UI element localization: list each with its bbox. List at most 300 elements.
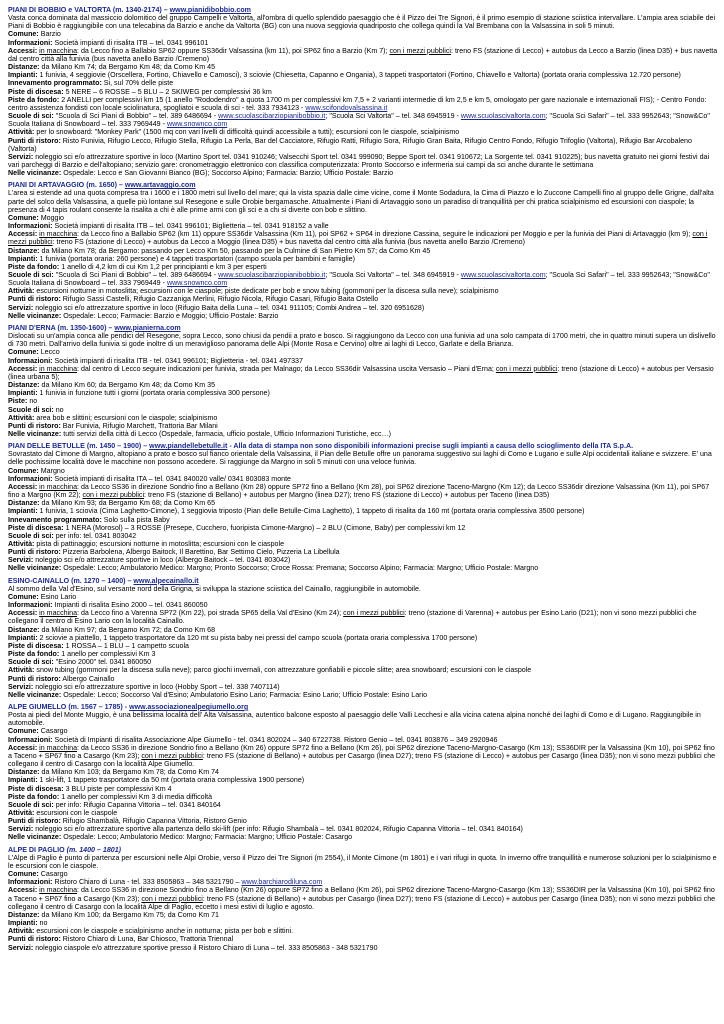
label: Informazioni:	[8, 356, 53, 365]
label: Servizi:	[8, 825, 34, 834]
label: Servizi:	[8, 682, 34, 691]
row-impianti	[8, 71, 718, 79]
value: Società di Impianti di risalita Associazione Alpe Giumello - tel. 0341 802024 – 340 6722738. Ristoro Genio – tel. 0341 803876 – 349 2920946	[54, 735, 498, 744]
section-altitude: (m. 1350-1600)	[57, 323, 107, 332]
row-piste	[8, 397, 718, 405]
section-piani-di-artavaggio	[8, 181, 718, 320]
value: da Milano Km 103; da Bergamo Km 78; da Como Km 74	[41, 768, 219, 777]
school-link[interactable]: www.scuolascivaltorta.com	[460, 112, 546, 121]
row-attivita	[8, 287, 718, 295]
label: Comune:	[8, 870, 39, 879]
value: per info: Rifugio Capanna Vittoria – tel. 0341 840164	[55, 800, 221, 809]
row-accessi: Accessi: in macchina: da Lecco fino a Varenna SP72 (Km 22), poi strada SP65 della Val d'Esino (Km 24); con i mezzi pubblici: treno (stazione di Varenna) + autobus per Esino Lario (D21); non vi sono mezzi pubblici che collegano il centro di Esino Lario con la località Cainallo.	[8, 609, 697, 626]
section-title	[8, 181, 718, 189]
label: Scuole di sci:	[8, 405, 54, 414]
value: Casargo	[40, 727, 68, 736]
value: noleggio sci e/o attrezzature sportive in loco (Martino Sport tel. 0341 910246; Valsecchi Sport tel. 0341 999090; Beppe Sport tel. 0341 910672; La Sorgente tel. 0341 910225); bus navetta gratuito nei giorni festivi dai vari parcheggi di Barzio e dell'altopiano; servizio gare: cronometraggio elettronico con classifica computerizzata: Pronto Soccorso e infermeria sui campi da sci anche durante le settimana	[8, 152, 710, 169]
value: : treno FS (stazione di Bellano) + autobus per Casargo (linea D27); treno FS (stazione di Lecco) + autobus per Casargo (linea D35); non vi sono mezzi pubblici che collegano il centro di Casargo con la località Alpe di Paglio, eccetto i mesi estivi di luglio e agosto.	[8, 894, 716, 911]
value: da Milano Km 74; da Bergamo Km 48; da Como Km 45	[41, 63, 216, 72]
value: da Lecco fino a Ballabio SP62 (km 11) oppure SS36dir Valsassina (Km 11), poi SP62 + SP64 in direzione Cassina, seguire le indicazioni per Moggio e per la funivia dei Piani di Artavaggio (km 9);	[80, 230, 691, 239]
mezzi-pubblici-label: con i mezzi pubblici	[8, 230, 708, 247]
value: per info: tel. 0341 803042	[55, 531, 137, 540]
in-macchina-label: in macchina	[39, 743, 78, 752]
row-scuole	[8, 406, 718, 414]
label: Accessi:	[8, 609, 38, 618]
value: Società impianti di risalita ITB – tel. 0341 996101	[54, 38, 209, 47]
label: Accessi:	[8, 364, 38, 373]
value: Si, sul 70% delle piste	[103, 79, 174, 88]
value: Ospedale: Lecco; Ambulatorio Medico: Margno; Farmacia: Margno; Ufficio Postale: Casargo	[63, 833, 353, 842]
section-title	[8, 324, 718, 332]
row-distanze	[8, 626, 718, 634]
row-vicinanze	[8, 833, 718, 841]
row-piste-fondo	[8, 793, 718, 801]
row-accessi: Accessi: in macchina: dal centro di Lecco seguire indicazioni per funivia, strada per Malnago; da Lecco SS36dir Valsassina uscita Versasio – Piani d'Erna; con i mezzi pubblici: treno (stazione di Lecco) + autobus per Versasio (linea urbana 5);	[8, 364, 714, 381]
row-punti-ristoro	[8, 548, 718, 556]
in-macchina-label: in macchina	[39, 364, 78, 373]
label: Comune:	[8, 30, 39, 39]
label: Attività:	[8, 666, 35, 675]
row-comune	[8, 593, 718, 601]
row-servizi	[8, 304, 718, 312]
label: Attività:	[8, 287, 35, 296]
section-name: PIANI DI ARTAVAGGIO	[8, 181, 85, 190]
in-macchina-label: in macchina	[39, 609, 78, 618]
section-name: PIANI DI BOBBIO e VALTORTA	[8, 6, 111, 14]
row-servizi	[8, 825, 718, 833]
row-accessi: Accessi: in macchina: da Lecco SS36 in direzione Sondrio fino a Bellano (Km 28) oppure SP72 fino a Bellano (Km 28), poi SP62 direzione Taceno-Margno (Km 12); da Lecco SS36dir direzione Valsassina (Km 11), poi SP67 fino a Margno (Km 22); con i mezzi pubblici: treno FS (stazione di Bellano) + autobus per Margno (linea D27); treno FS (stazione di Lecco) + autobus per Taceno (linea D35)	[8, 482, 710, 500]
row-accessi: Accessi: in macchina: da Lecco SS36 in direzione Sondrio fino a Bellano (Km 26) oppure SP72 fino a Bellano (Km 26), poi SP62 direzione Taceno-Margno-Casargo (Km 13); SS36DIR per la Valsassina (Km 10), poi SP62 fino a Taceno + SP67 fino a Casargo (Km 23); con i mezzi pubblici: treno FS (stazione di Bellano) + autobus per Casargo (linea D27); treno FS (stazione di Lecco) + autobus per Casargo (linea D35); non vi sono mezzi pubblici che collegano il centro di Casargo con la località Alpe Giumello.	[8, 743, 716, 769]
value: da Milano Km 93; da Bergamo Km 68; da Como Km 65	[41, 499, 216, 508]
label: Impianti:	[8, 776, 38, 785]
value: Impianti di risalita Esino 2000 – tel. 0341 860050	[54, 601, 208, 610]
section-altitude: (m. 1567 – 1785)	[68, 702, 123, 711]
label: Accessi:	[8, 743, 38, 752]
value: Società impianti di risalita ITB - tel. 0341 996101; Biglietteria - tel. 0341 497337	[54, 356, 303, 365]
value: da Lecco SS36 in direzione Sondrio fino a Bellano (Km 26) oppure SP72 fino a Bellano (Km 26), poi SP62 direzione Taceno-Margno-Casargo (Km 13); SS36DIR per la Valsassina (Km 10), poi SP62 fino a Taceno + SP67 fino a Casargo (Km 23);	[8, 743, 715, 760]
value: : treno FS (stazione di Lecco) + autobus da Lecco a Moggio (linea D35) + bus navetta dal centro città alla funivia (bus navetta anello Barzio /Cremeno)	[52, 238, 525, 247]
value: Risto Funivia, Rifugio Lecco, Rifugio Stella, Rifugio La Perla, Bar del Cacciatore, Rifugio Ratti, Rifugio Sora, Rifugio Gran Baita, Rifugio Centro Fondo, Rifugio Trifoglio (Valtorta), Rifugio Bar Arcobaleno (Valtorta)	[8, 136, 692, 153]
label: Impianti:	[8, 919, 38, 928]
value: Moggio	[40, 213, 65, 222]
mezzi-pubblici-label: con i mezzi pubblici	[141, 751, 203, 760]
row-scuole	[8, 271, 718, 287]
label: Innevamento programmato:	[8, 79, 102, 88]
label: Comune:	[8, 348, 39, 357]
value: 5 NERE – 6 ROSSE – 5 BLU – 2 SKIWEG per complessivi 36 km	[65, 87, 272, 96]
row-attivita	[8, 809, 718, 817]
row-vicinanze	[8, 169, 718, 177]
label: Nelle vicinanze:	[8, 564, 62, 573]
title-dash: –	[141, 442, 150, 451]
label: Nelle vicinanze:	[8, 833, 62, 842]
title-dash: –	[106, 323, 115, 332]
section-intro: Al sommo della Val d'Esino, sul versante nord della Grigna, si sviluppa la stazione sciistica del Cainallo, raggiungibile in automobile.	[8, 584, 421, 593]
label: Scuole di sci:	[8, 800, 54, 809]
label: Impianti:	[8, 254, 38, 263]
title-dash: –	[116, 181, 125, 190]
label: Attività:	[8, 927, 35, 936]
row-comune	[8, 467, 718, 475]
value: da Milano Km 78; da Bergamo: passando per Lecco Km 50, passando per la Culmine di San Pietro Km 57; da Como Km 45	[41, 246, 431, 255]
value: escursioni con le ciaspole e scialpinismo anche in notturna; pista per bob e slittini.	[36, 927, 294, 936]
value: per lo snowboard: "Monkey Park" (1500 mq con vari livelli di difficoltà quindi accessibile a tutti); escursioni con le ciaspole, scialpinismo	[36, 128, 460, 137]
label: Scuole di sci:	[8, 271, 54, 279]
value: tutti servizi della città di Lecco (Ospedale, farmacia, ufficio postale, Ufficio Informazioni Turistiche, ecc…)	[63, 429, 391, 438]
row-piste-discesa	[8, 524, 718, 532]
label: Informazioni:	[8, 222, 53, 231]
label: Nelle vicinanze:	[8, 169, 62, 178]
value: 2 sciovie a piattello, 1 tappeto trasportatore da 120 mt su pista baby nei pressi del campo scuola (portata oraria complessiva 1700 persone)	[39, 633, 478, 642]
in-macchina-label: in macchina	[39, 886, 78, 895]
section-altitude: (m. 1340-2174)	[112, 6, 162, 14]
row-piste-fondo	[8, 263, 718, 271]
section-note: - Alla data di stampa non sono disponibili informazioni precise sugli impianti a causa dello scioglimento della ITA S.p.A.	[227, 442, 634, 451]
section-alpe-di-paglio	[8, 846, 718, 952]
section-name: PIAN DELLE BETULLE	[8, 442, 85, 451]
value: Albergo Cainallo	[62, 674, 115, 683]
row-informazioni	[8, 736, 718, 744]
label: Punti di ristoro:	[8, 817, 61, 826]
value: Società impianti di risalita ITB – tel. 0341 996101; Biglietteria – tel. 0341 918152 a valle	[54, 222, 329, 231]
value: Esino Lario	[40, 592, 77, 601]
value: area bob e slittini; escursioni con le ciaspole; scialpinismo	[36, 413, 218, 422]
value: da Lecco SS36 in direzione Sondrio fino a Bellano (Km 28) oppure SP72 fino a Bellano (Km 28), poi SP62 direzione Taceno-Margno (Km 12); da Lecco SS36dir direzione Valsassina (Km 11), poi SP67 fino a Margno (Km 22);	[8, 482, 710, 500]
value: 1 anello di 4,2 km di cui Km 1,2 per principianti e km 3 per esperti	[61, 262, 267, 271]
mezzi-pubblici-label: con i mezzi pubblici	[495, 364, 558, 373]
value: noleggio sci e/o attrezzature sportive in loco (Albergo Baitock – tel. 0341 803042)	[35, 556, 291, 565]
row-servizi	[8, 556, 718, 564]
value: 3 BLU piste per complessivi Km 4	[65, 784, 172, 793]
row-accessi: Accessi: in macchina: da Lecco fino a Ballabio SP62 (km 11) oppure SS36dir Valsassina (Km 11), poi SP62 + SP64 in direzione Cassina, seguire le indicazioni per Moggio e per la funivia dei Piani di Artavaggio (km 9); con i mezzi pubblici: treno FS (stazione di Lecco) + autobus da Lecco a Moggio (linea D35) + bus navetta dal centro città alla funivia (bus navetta anello Barzio /Cremeno)	[8, 230, 708, 247]
website-link[interactable]: www.piandellebetulle.it	[149, 442, 228, 451]
label: Informazioni:	[8, 878, 53, 887]
value: 1 funivia (portata oraria: 260 persone) e 4 tappeti trasportatori (campo scuola per bambini e famiglie)	[39, 254, 355, 263]
label: Distanze:	[8, 910, 40, 919]
row-impianti	[8, 389, 718, 397]
value: da Lecco fino a Varenna SP72 (Km 22), poi strada SP65 della Val d'Esino (Km 24);	[80, 609, 342, 618]
label: Nelle vicinanze:	[8, 690, 62, 699]
school-link[interactable]: www.scuolascibarziopianibobbio.it	[218, 271, 326, 279]
label: Informazioni:	[8, 601, 53, 610]
value: "Scuola di Sci Piani di Bobbio" – tel. 389 6486694 -	[55, 271, 217, 279]
row-punti-ristoro	[8, 422, 718, 430]
section-intro: Vasta conca dominata dal massiccio dolomitico del gruppo Campelli e Valtorta, all'ombra di quello splendido paesaggio che è il Pizzo dei Tre Signori, è il primo esempio di stazione sciistica intervallare. L'ampia area sciabile dei Piani di Bobbio è raggiungibile con una telecabina da Barzio e anche da Valtorta (BG) con una nuova seggiovia quadriposto che collega quindi la Val Brembana con la Valsassina in soli 5 minuti.	[8, 14, 716, 31]
value: 1 funivia, 4 seggiovie (Orscellera, Fortino, Chiavello e Camosci), 3 sciovie (Chiesetta, Capanno e Ongania), 3 tappeti trasportatori (Fortino, Chiavello e Valtorta) (portata oraria complessiva 12.720 persone)	[39, 71, 681, 80]
label: Attività:	[8, 128, 35, 137]
row-scuole	[8, 532, 718, 540]
row-vicinanze	[8, 430, 718, 438]
label: Piste di discesa:	[8, 784, 64, 793]
value: Ospedale: Lecco e San Giovanni Bianco (BG); Soccorso Alpino; Farmacia: Barzio; Ufficio Postale: Barzio	[63, 169, 394, 178]
label: Servizi:	[8, 303, 34, 312]
value: : treno FS (stazione di Bellano) + autobus per Casargo (linea D27); treno FS (stazione di Lecco) + autobus per Casargo (linea D35); non vi sono mezzi pubblici che collegano il centro di Casargo con la località Alpe Giumello.	[8, 751, 716, 769]
section-name: ESINO-CAINALLO	[8, 576, 70, 585]
label: Comune:	[8, 727, 39, 736]
section-title	[8, 846, 718, 854]
value: 1 anello per complessivi Km 3 di media difficoltà	[61, 792, 213, 801]
value: dal centro di Lecco seguire indicazioni per funivia, strada per Malnago; da Lecco SS36dir Valsassina uscita Versasio – Piani d'Erna;	[80, 364, 494, 373]
label: Scuole di sci:	[8, 658, 54, 667]
value: : treno FS (stazione di Lecco) + autobus da Lecco a Barzio (linea D35) + bus navetta dal centro città alla funivia (bus navetta anello Barzio /Cremeno)	[8, 46, 718, 63]
row-comune	[8, 727, 718, 735]
label: Comune:	[8, 592, 39, 601]
value: noleggio sci e/o attrezzature sportive in loco (Hobby Sport – tel. 338 7407114)	[35, 682, 280, 691]
label: Punti di ristoro:	[8, 136, 61, 145]
value: : treno FS (stazione di Bellano) + autobus per Margno (linea D27); treno FS (stazione di Lecco) + autobus per Taceno (linea D35)	[144, 491, 550, 500]
label: Accessi:	[8, 482, 38, 491]
row-punti-ristoro	[8, 817, 718, 825]
school-link[interactable]: www.scuolascivaltorta.com	[460, 271, 546, 279]
value: noleggio sci e/o attrezzature sportive in loco (Rifugio Baita della Luna – tel. 0341 911105; Combi Andrea – tel. 320 6951628)	[35, 303, 425, 312]
value: 1 ski-lift, 1 tappeto trasportatore da 50 mt (portata oraria complessiva 1900 persone)	[39, 776, 305, 785]
title-dash: –	[125, 576, 134, 585]
label: Informazioni:	[8, 474, 53, 483]
value: pista di pattinaggio; escursioni notturne in motoslitta; escursioni con le ciaspole	[36, 540, 285, 548]
label: Piste di discesa:	[8, 523, 64, 532]
row-piste-discesa	[8, 785, 718, 793]
label: Scuole di sci:	[8, 531, 54, 540]
row-innevamento	[8, 516, 718, 524]
label: Impianti:	[8, 71, 38, 80]
label: Distanze:	[8, 246, 40, 255]
row-impianti	[8, 255, 718, 263]
label: Punti di ristoro:	[8, 421, 61, 430]
label: Nelle vicinanze:	[8, 311, 62, 320]
website-link[interactable]: www.associazionealpegiumello.org	[129, 702, 249, 711]
row-punti-ristoro	[8, 295, 718, 303]
value: 1 funivia, 1 sciovia (Cima Laghetto-Cimone), 1 seggiovia triposto (Pian delle Betulle-Cima Laghetto), 1 tappeto di risalita da 160 mt (portata oraria complessiva 3500 persone)	[39, 507, 585, 516]
value: ; "Scuola Sci Safari" – tel. 333 9952643; "Snow&Co" Scuola Italiana di Snowboard – tel. 333 7969449 -	[8, 112, 710, 129]
section-intro: L'Alpe di Paglio è punto di partenza per escursioni nelle Alpi Orobie, verso il Pizzo dei Tre Signori (m 2554), il Monte Cimone (m 1801) e i vari rifugi in quota. In inverno offre tranquillità e numerose soluzioni per lo scialpinismo e le escursioni con le ciaspole.	[8, 853, 717, 870]
label: Piste da fondo:	[8, 650, 60, 659]
website-link[interactable]: www.pianierna.com	[114, 323, 181, 332]
section-piani-d-erna	[8, 324, 718, 438]
value: no	[29, 397, 38, 406]
row-attivita	[8, 666, 718, 674]
value: 1 funivia in funzione tutti i giorni (portata oraria complessiva 300 persone)	[39, 389, 270, 398]
title-dash: -	[122, 702, 130, 711]
label: Servizi:	[8, 152, 34, 161]
value: Pizzeria Barbolena, Albergo Baitock, Il Barettino, Bar Settimo Cielo, Pizzeria La Libellula	[62, 548, 340, 557]
mezzi-pubblici-label: con i mezzi pubblici	[343, 609, 405, 618]
value: Rifugio Shambalà, Rifugio Capanna Vittoria, Ristoro Genio	[62, 817, 247, 826]
fondo-link[interactable]: www.scifondovalsassina.it	[305, 103, 388, 112]
row-comune	[8, 214, 718, 222]
label: Piste di discesa:	[8, 87, 64, 96]
row-informazioni	[8, 601, 718, 609]
website-link[interactable]: www.pianidibobbio.com	[169, 6, 251, 14]
label: Attività:	[8, 413, 35, 422]
row-attivita	[8, 128, 718, 136]
row-punti-ristoro	[8, 137, 718, 153]
label: Piste di discesa:	[8, 641, 64, 650]
row-attivita	[8, 414, 718, 422]
title-dash: –	[161, 6, 170, 14]
row-comune	[8, 30, 718, 38]
value: ; "Scuola Sci Valtorta" – tel. 348 6945919 -	[325, 271, 459, 279]
website-link[interactable]: www.alpecainallo.it	[133, 576, 199, 585]
row-attivita	[8, 540, 718, 548]
value: escursioni notturne in motoslitta; escursioni con le ciaspole; piste dedicate per bob e snow tubing (gommoni per la discesa sulla neve); scialpinismo	[36, 287, 499, 296]
row-distanze	[8, 63, 718, 71]
row-informazioni	[8, 878, 718, 886]
row-servizi	[8, 683, 718, 691]
row-distanze	[8, 381, 718, 389]
label: Innevamento programmato:	[8, 515, 102, 524]
info-link[interactable]: www.barchiarodiluna.com	[241, 878, 323, 887]
value: da Milano Km 100; da Bergamo Km 75; da Como Km 71	[41, 910, 219, 919]
in-macchina-label: in macchina	[39, 482, 78, 491]
label: Punti di ristoro:	[8, 295, 61, 304]
value: 1 ROSSA – 1 BLU – 1 campetto scuola	[65, 641, 189, 650]
row-scuole	[8, 112, 718, 128]
section-altitude: (m. 1650)	[86, 181, 117, 190]
value: da Milano Km 97; da Bergamo Km 72; da Como Km 68	[41, 625, 216, 634]
label: Accessi:	[8, 230, 38, 239]
row-distanze	[8, 247, 718, 255]
section-title	[8, 442, 718, 450]
value: 1 NERA (Morosol) – 3 ROSSE (Presepe, Cucchero, fuoripista Cimone-Margno) – 2 BLU (Cimone, Baby) per complessivi km 12	[65, 523, 466, 532]
section-esino-cainallo	[8, 577, 718, 699]
label: Comune:	[8, 213, 39, 222]
mezzi-pubblici-label: con i mezzi pubblici	[141, 894, 203, 903]
in-macchina-label: in macchina	[39, 46, 78, 55]
section-name: ALPE DI PAGLIO	[8, 845, 65, 854]
value: ; "Scuola Sci Valtorta" – tel. 348 6945919 -	[325, 112, 459, 121]
section-name: ALPE GIUMELLO	[8, 702, 67, 711]
label: Piste da fondo:	[8, 95, 60, 104]
school-link[interactable]: www.snownco.com	[166, 279, 228, 288]
row-vicinanze	[8, 691, 718, 699]
value: Lecco	[40, 348, 60, 357]
row-impianti	[8, 507, 718, 515]
value: da Milano Km 60; da Bergamo Km 48; da Como Km 35	[41, 381, 216, 390]
label: Informazioni:	[8, 38, 53, 47]
mezzi-pubblici-label: con i mezzi pubblici	[82, 491, 145, 500]
row-accessi: Accessi: in macchina: da Lecco fino a Ballabio SP62 oppure SS36dir Valsassina (km 11), poi SP62 fino a Barzio (Km 7); con i mezzi pubblici: treno FS (stazione di Lecco) + autobus da Lecco a Barzio (linea D35) + bus navetta dal centro città alla funivia (bus navetta anello Barzio /Cremeno)	[8, 46, 718, 63]
row-distanze	[8, 499, 718, 507]
value: Ospedale: Lecco; Ambulatorio Medico: Margno; Pronto Soccorso; Croce Rossa: Premana; Soccorso Alpino; Farmacia: Margno; Ufficio Postale: Margno	[63, 564, 539, 573]
value: no	[55, 405, 64, 414]
label: Nelle vicinanze:	[8, 429, 62, 438]
label: Piste da fondo:	[8, 792, 60, 801]
section-title	[8, 577, 718, 585]
row-punti-ristoro	[8, 675, 718, 683]
value: Società impianti di risalita ITA – tel. 0341 840020 valle/ 0341 803083 monte	[54, 474, 291, 483]
value: Rifugio Sassi Castelli, Rifugio Cazzaniga Merlini, Rifugio Nicola, Rifugio Casari, Rifugio Baita Ostello	[62, 295, 379, 304]
value: ; "Scuola Sci Safari" – tel. 333 9952643; "Snow&Co" Scuola Italiana di Snowboard – tel. 333 7969449 -	[8, 271, 710, 288]
section-title	[8, 703, 718, 711]
school-link[interactable]: www.snownco.com	[166, 120, 228, 129]
row-informazioni	[8, 39, 718, 47]
row-comune	[8, 870, 718, 878]
row-informazioni	[8, 222, 718, 230]
value: Ospedale: Lecco; Soccorso Val d'Esino; Ambulatorio Esino Lario; Farmacia: Esino Lario; Ufficio Postale: Esino Lario	[63, 690, 428, 699]
row-attivita	[8, 927, 718, 935]
label: Distanze:	[8, 381, 40, 390]
row-informazioni	[8, 475, 718, 483]
row-distanze	[8, 911, 718, 919]
label: Impianti:	[8, 633, 38, 642]
section-altitude: (m. 1400 – 1801)	[66, 845, 122, 854]
row-impianti	[8, 776, 718, 784]
value: Ospedale: Lecco; Farmacie: Barzio e Moggio; Ufficio Postale: Barzio	[63, 311, 279, 320]
section-pian-delle-betulle	[8, 442, 718, 573]
label: Comune:	[8, 466, 39, 475]
row-piste-discesa	[8, 642, 718, 650]
value: Bar Funivia, Rifugio Marchett, Trattoria Bar Milani	[62, 421, 218, 430]
label: Distanze:	[8, 499, 40, 508]
row-distanze	[8, 768, 718, 776]
label: Punti di ristoro:	[8, 674, 61, 683]
label: Attività:	[8, 809, 35, 817]
value: Solo sulla pista Baby	[103, 515, 170, 524]
row-punti-ristoro	[8, 935, 718, 943]
row-scuole	[8, 658, 718, 666]
row-innevamento	[8, 79, 718, 87]
row-impianti	[8, 634, 718, 642]
value: Margno	[40, 466, 65, 475]
row-impianti	[8, 919, 718, 927]
section-title	[8, 6, 718, 14]
label: Impianti:	[8, 389, 38, 398]
value: noleggio ciaspole e/o attrezzature sportive presso il Ristoro Chiaro di Luna – tel. 333 8505863 - 348 5321790	[35, 943, 378, 952]
section-piani-di-bobbio	[8, 6, 718, 177]
label: Impianti:	[8, 507, 38, 516]
section-altitude: (m. 1270 – 1400)	[71, 576, 126, 585]
label: Scuole di sci:	[8, 112, 54, 121]
label: Distanze:	[8, 768, 40, 777]
label: Distanze:	[8, 63, 40, 72]
label: Attività:	[8, 540, 35, 548]
section-intro: Posta ai piedi del Monte Muggio, è una bellissima località dell' Alta Valsassina, autentico balcone esposto al paesaggio delle Valli Lecchesi e alla vicina catena alpina nonché dei laghi di Como e di Lugano. Raggiungibile in automobile.	[8, 711, 701, 728]
school-link[interactable]: www.scuolascibarziopianibobbio.it	[218, 112, 326, 121]
value: Ristoro Chiaro di Luna, Bar Chiosco, Trattoria Triennal	[62, 935, 234, 944]
section-name: PIANI D'ERNA	[8, 323, 56, 332]
label: Accessi:	[8, 46, 38, 55]
section-intro: Sovrastato dal Cimone di Margno, altopiano a prato e bosco sul fianco orientale della Valsassina, il Pian delle Betulle offre un panorama suggestivo sui laghi di Como e Lugano e sulle Alpi occidentali italiane e svizzere. E' una delle pochissime località dove le macchine non possono accedere. Si raggiunge da Margno in soli 5 minuti con una veloce funivia.	[8, 450, 712, 467]
row-vicinanze	[8, 312, 718, 320]
row-servizi	[8, 153, 718, 169]
mezzi-pubblici-label: con i mezzi pubblici	[389, 46, 451, 55]
value: : treno (stazione di Varenna) + autobus per Esino Lario (D21); non vi sono mezzi pubblici che collegano il centro di Esino Lario con la località Cainallo.	[8, 609, 697, 626]
website-link[interactable]: www.artavaggio.com	[124, 181, 196, 190]
label: Punti di ristoro:	[8, 548, 61, 557]
row-piste-discesa	[8, 88, 718, 96]
value: snow tubing (gommoni per la discesa sulla neve); parco giochi invernali, con attrezzature gonfiabili e piccole slitte; area snowboard; escursioni con le ciaspole	[36, 666, 532, 675]
value: no	[39, 919, 48, 928]
label: Piste:	[8, 397, 28, 406]
value: Casargo	[40, 870, 68, 879]
value: 1 anello per complessivi Km 3	[61, 650, 156, 659]
row-piste-fondo	[8, 650, 718, 658]
row-comune	[8, 348, 718, 356]
label: Informazioni:	[8, 735, 53, 744]
row-servizi	[8, 944, 718, 952]
row-accessi: Accessi: in macchina: da Lecco SS36 in direzione Sondrio fino a Bellano (Km 26) oppure SP72 fino a Bellano (Km 26), poi SP62 direzione Taceno-Margno-Casargo (Km 13); SS36DIR per la Valsassina (Km 10), poi SP62 fino a Taceno + SP67 fino a Casargo (Km 23); con i mezzi pubblici: treno FS (stazione di Bellano) + autobus per Casargo (linea D27); treno FS (stazione di Lecco) + autobus per Casargo (linea D35); non vi sono mezzi pubblici che collegano il centro di Casargo con la località Alpe di Paglio, eccetto i mesi estivi di luglio e agosto.	[8, 886, 716, 911]
row-scuole	[8, 801, 718, 809]
value: "Esino 2000" tel. 0341 860050	[55, 658, 152, 667]
row-piste-fondo	[8, 96, 718, 112]
section-intro: Dislocati su un'ampia conca alle pendici del Resegone, sopra Lecco, sono chiusi da pendii a prato e bosco. Si raggiungono da Lecco con una funivia ad una solo campata di 1700 metri, che in quattro minuti supera un dislivello di 730 metri. Dall'arrivo della funivia si gode inoltre di un meraviglioso panorama delle Alpi (Monte Rosa e Cervino) oltre ai laghi di Lecco, Garlate e della Brianza.	[8, 332, 716, 349]
section-altitude: (m. 1450 – 1900)	[86, 442, 142, 451]
label: Servizi:	[8, 943, 34, 952]
in-macchina-label: in macchina	[39, 230, 78, 239]
row-informazioni	[8, 357, 718, 365]
value: da Lecco SS36 in direzione Sondrio fino a Bellano (Km 26) oppure SP72 fino a Bellano (Km 26), poi SP62 direzione Taceno-Margno-Casargo (Km 13); SS36DIR per la Valsassina (Km 10), poi SP62 fino a Taceno + SP67 fino a Casargo (Km 23);	[8, 886, 715, 903]
row-vicinanze	[8, 564, 718, 572]
